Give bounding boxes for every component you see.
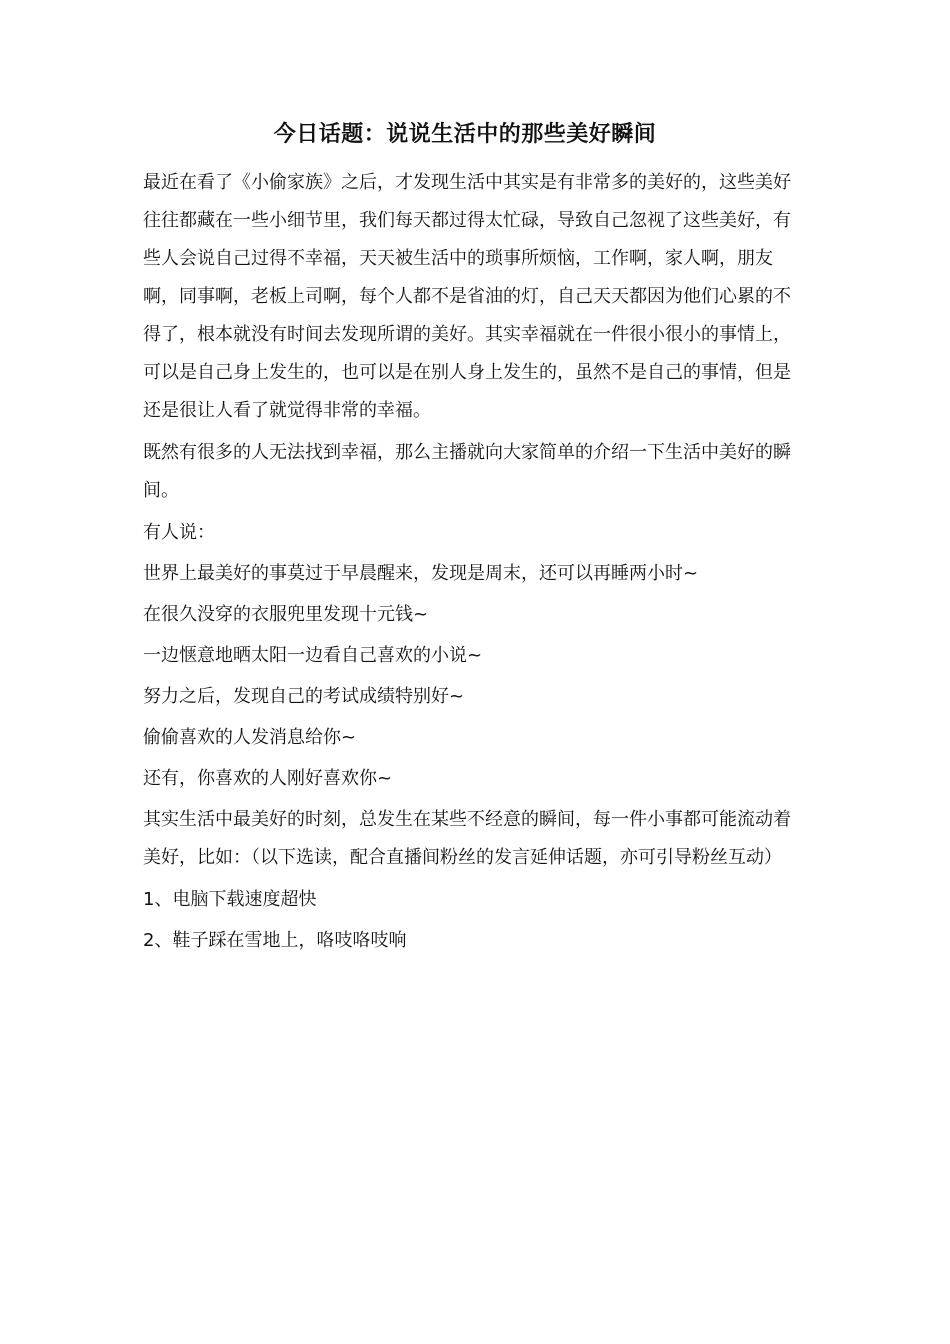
saying-item: 还有，你喜欢的人刚好喜欢你~	[143, 768, 393, 789]
sayings-intro: 有人说：	[143, 522, 215, 543]
saying-item: 努力之后，发现自己的考试成绩特别好~	[143, 686, 465, 707]
paragraph-closing: 其实生活中最美好的时刻，总发生在某些不经意的瞬间，每一件小事都可能流动着美好，比如：（以下选读，配合直播间粉丝的发言延伸话题，亦可引导粉丝互动）	[143, 809, 791, 868]
saying-item: 一边惬意地晒太阳一边看自己喜欢的小说~	[143, 645, 483, 666]
saying-item: 偷偷喜欢的人发消息给你~	[143, 727, 357, 748]
paragraph-intro: 最近在看了《小偷家族》之后，才发现生活中其实是有非常多的美好的，这些美好往往都藏在一些小细节里，我们每天都过得太忙碌，导致自己忽视了这些美好，有些人会说自己过得不幸福，天天被生活中的琐事所烦恼，工作啊，家人啊，朋友啊，同事啊，老板上司啊，每个人都不是省油的灯，自己天天都因为他们心累的不得了，根本就没有时间去发现所谓的美好。其实幸福就在一件很小很小的事情上，可以是自己身上发生的，也可以是在别人身上发生的，虽然不是自己的事情，但是还是很让人看了就觉得非常的幸福。	[143, 172, 791, 421]
paragraph-transition: 既然有很多的人无法找到幸福，那么主播就向大家简单的介绍一下生活中美好的瞬间。	[143, 442, 791, 501]
saying-item: 世界上最美好的事莫过于早晨醒来，发现是周末，还可以再睡两小时~	[143, 563, 699, 584]
list-item: 2、鞋子踩在雪地上，咯吱咯吱响	[143, 930, 407, 951]
saying-item: 在很久没穿的衣服兜里发现十元钱~	[143, 604, 429, 625]
list-item: 1、电脑下载速度超快	[143, 889, 317, 910]
document-body	[143, 164, 808, 963]
page-title: 今日话题：说说生活中的那些美好瞬间	[273, 122, 657, 147]
